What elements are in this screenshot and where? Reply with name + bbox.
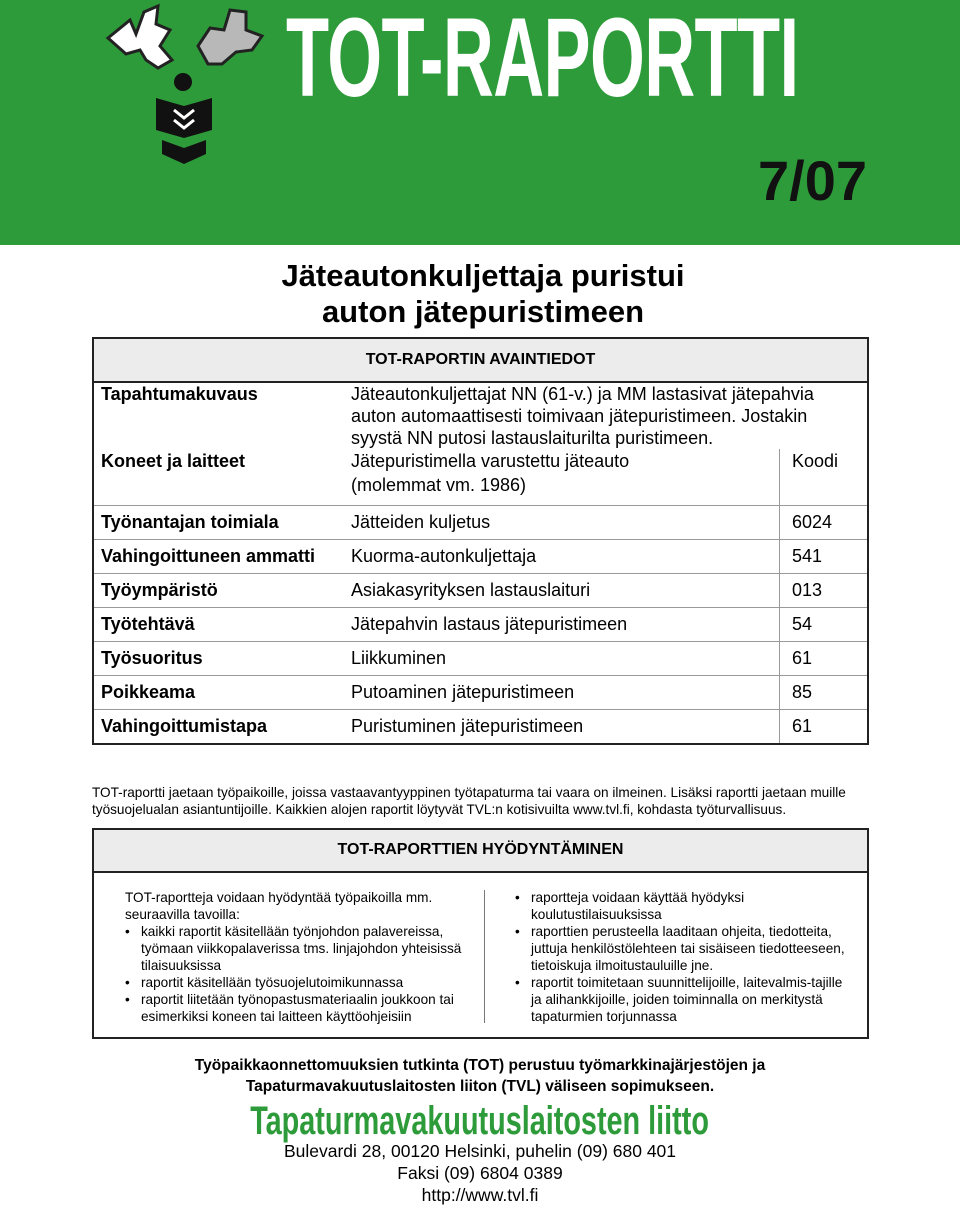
row-code: 541: [780, 540, 869, 574]
row-value: Kuorma-autonkuljettaja: [343, 540, 780, 574]
row-label: Työtehtävä: [93, 608, 343, 642]
issue-number: 7/07: [758, 149, 867, 212]
row-label: Vahingoittumistapa: [93, 710, 343, 745]
machines-line-2: (molemmat vm. 1986): [351, 475, 527, 495]
website-link[interactable]: http://www.tvl.fi: [421, 1185, 539, 1205]
row-value: Puristuminen jätepuristimeen: [343, 710, 780, 745]
header-banner: [0, 0, 960, 245]
column-divider: [484, 890, 485, 1023]
row-value: Putoaminen jätepuristimeen: [343, 676, 780, 710]
machines-value: [343, 449, 780, 506]
row-code: 61: [780, 642, 869, 676]
row-code: 013: [780, 574, 869, 608]
agreement-note: [0, 1055, 960, 1097]
report-title: [0, 258, 960, 330]
machines-label: Koneet ja laitteet: [93, 449, 343, 506]
report-title-line-1: Jäteautonkuljettaja puristui: [281, 258, 685, 293]
row-value: Liikkuminen: [343, 642, 780, 676]
usage-box: [92, 828, 869, 1039]
usage-intro: TOT-raportteja voidaan hyödyntää työpaikoilla mm. seuraavilla tavoilla:: [125, 890, 433, 922]
list-item: • raportit toimitetaan suunnittelijoille, laitevalmis-tajille ja alihankkijoille, joiden toiminnalla on merkitystä tapaturmien torjunnassa: [515, 974, 855, 1025]
row-label: Vahingoittuneen ammatti: [93, 540, 343, 574]
key-info-heading: TOT-RAPORTIN AVAINTIEDOT: [93, 338, 868, 382]
organization-name: [0, 1098, 960, 1144]
fax: Faksi (09) 6804 0389: [397, 1163, 563, 1183]
row-value: Jätepahvin lastaus jätepuristimeen: [343, 608, 780, 642]
row-label: Poikkeama: [93, 676, 343, 710]
address: Bulevardi 28, 00120 Helsinki, puhelin (09) 680 401: [283, 1141, 677, 1161]
code-header: Koodi: [780, 449, 869, 506]
row-label: Työnantajan toimiala: [93, 506, 343, 540]
row-label: Työsuoritus: [93, 642, 343, 676]
agreement-line-1: Työpaikkaonnettomuuksien tutkinta (TOT) perustuu työmarkkinajärjestöjen ja: [194, 1057, 766, 1074]
machines-line-1: Jätepuristimella varustettu jäteauto: [351, 451, 630, 471]
description-label: Tapahtumakuvaus: [93, 382, 343, 449]
list-item: • raportit käsitellään työsuojelutoimikunnassa: [125, 974, 483, 991]
row-value: Asiakasyrityksen lastauslaituri: [343, 574, 780, 608]
usage-right-list: [515, 889, 855, 1025]
list-item: • raportteja voidaan käyttää hyödyksi koulutustilaisuuksissa: [515, 889, 855, 923]
usage-heading: TOT-RAPORTTIEN HYÖDYNTÄMINEN: [94, 830, 867, 873]
usage-right-column: [515, 889, 855, 1025]
usage-left-list: [125, 923, 483, 1025]
agreement-line-2: Tapaturmavakuutuslaitosten liiton (TVL) väliseen sopimukseen.: [245, 1078, 715, 1095]
description-text: Jäteautonkuljettajat NN (61-v.) ja MM lastasivat jätepahvia auton automaattisesti toimivaan jätepuristimeen. Jostakin syystä NN putosi lastauslaiturilta puristimeen.: [343, 382, 868, 449]
brand-title: TOT-RAPORTTI: [286, 0, 799, 120]
list-item: • raporttien perusteella laaditaan ohjeita, tiedotteita, juttuja henkilöstölehteen tai sisäiseen tiedotteeseen, tietoiskuja ilmoitustauluille jne.: [515, 923, 855, 974]
usage-left-column: [125, 889, 483, 1025]
row-code: 6024: [780, 506, 869, 540]
row-value: Jätteiden kuljetus: [343, 506, 780, 540]
organization-name-text: Tapaturmavakuutuslaitosten liitto: [250, 1099, 710, 1143]
list-item: • kaikki raportit käsitellään työnjohdon palavereissa, työmaan viikkopalaverissa tms. linjajohdon yhteisissä tilaisuuksissa: [125, 923, 483, 974]
key-info-table: [92, 337, 869, 745]
contact-info: [0, 1140, 960, 1206]
row-code: 61: [780, 710, 869, 745]
row-code: 54: [780, 608, 869, 642]
row-label: Työympäristö: [93, 574, 343, 608]
list-item: • raportit liitetään työnopastusmateriaalin joukkoon tai esimerkiksi koneen tai laitteen käyttöohjeisiin: [125, 991, 483, 1025]
report-title-line-2: auton jätepuristimeen: [321, 294, 645, 329]
tot-logo-icon: [100, 2, 270, 167]
row-code: 85: [780, 676, 869, 710]
distribution-note: TOT-raportti jaetaan työpaikoille, joissa vastaavantyyppinen työtapaturma tai vaara on ilmeinen. Lisäksi raportti jaetaan muille työsuojelualan asiantuntijoille. Kaikkien alojen raportit löytyvät TVL:n kotisivuilta www.tvl.fi, kohdasta työturvallisuus.: [92, 785, 846, 817]
